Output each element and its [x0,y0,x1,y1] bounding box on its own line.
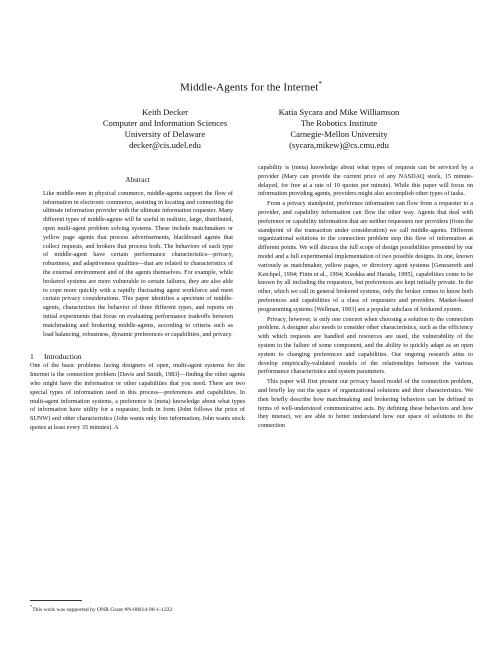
author-department: The Robotics Institute [300,118,378,128]
body-paragraph: Privacy, however, is only one concern when choosing a solution to the connection problem. A designer also needs to consider other characteristics, such as the efficiency with which requests are handled and resources are used, the vulnerability of the system to the failure of some component, and the ability to quickly adapt as an open system to changing preferences and capabilities. Our ongoing research aims to develop empirically-validated models of the relationships between the various performance characteristics and system parameters. [258,315,473,376]
body-paragraph: This paper will first present our privacy based model of the connection problem, and briefly lay out the space of organizational solutions and their characteristics. We then briefly describe how matchmaking and brokering behaviors can be defined in terms of well-understood communicative acts. By defining these behaviors and how they interact, we are able to better understand how our space of solutions to the connection [258,378,473,430]
paper-title-text: Middle-Agents for the Internet [180,81,319,94]
section-title: Introduction [44,352,82,362]
author-email: (sycara,mikew)@cs.cmu.edu [289,140,389,150]
footnote-mark: * [30,604,33,609]
footnote-text: This work was supported by ONR Grant #N-00014-96-1-1222. [32,606,174,613]
title-footnote-mark: * [318,80,322,88]
abstract-text: Like middle-men in physical commerce, middle-agents support the flow of information in electronic commerce, assisting in locating and connecting the ultimate information provider with the ultimate information requester. Many different types of middle-agents will be useful in realistic, large, distributed, open multi-agent problem solving systems. These include matchmakers or yellow page agents that process advertisements, blackboard agents that collect requests, and brokers that process both. The behaviors of each type of middle-agent have certain performance characteristics—privacy, robustness, and adaptiveness qualities—that are related to characteristics of the external environment and of the agents themselves. For example, while brokered systems are more vulnerable to certain failures, they are also able to cope more quickly with a rapidly fluctuating agent workforce and meet certain privacy considerations. This paper identifies a spectrum of middle-agents, characterizes the behavior of three different types, and reports on initial experiments that focus on evaluating performance tradeoffs between matchmaking and brokering middle-agents, according to criteria such as load balancing, robustness, dynamic preferences or capabilities, and privacy. [43,189,233,338]
abstract [43,190,233,340]
left-column [30,176,245,433]
author-block-1 [70,107,260,151]
body-paragraph: One of the basic problems facing designers of open, multi-agent systems for the Internet is the connection problem [Davis and Smith, 1983]—finding the other agents who might have the information or other capabilities that you need. There are two special types of information used in this process—preferences and capabilities. In multi-agent information systems, a preference is (meta) knowledge about what types of information have utility for a requester, both in form (John follows the price of SUNW) and other characteristics (John wants only free information; John wants stock quotes at least every 35 minutes). A [30,362,245,431]
author-organization: University of Delaware [124,129,206,139]
left-body [30,362,245,432]
body-paragraph: From a privacy standpoint, preference information can flow from a requester to a provider, and capability information can flow the other way. Agents that deal with preference or capability information that are neither requesters nor providers (from the standpoint of the transaction under consideration) we call middle-agents. Different organizational solutions to the connection problem stop this flow of information at different points. We will discuss the full scope of design possibilities presented by our model and a full experimental implementation of two possible designs. In one, known variously as matchmaker, yellow pages, or directory agent systems [Genesereth and Ketchpel, 1994; Finin et al., 1994; Kuokka and Harada, 1995], capabilities come to be known by all including the requesters, but preferences are kept initially private. In the other, which we call in general brokered systems, only the broker comes to know both preferences and capabilities of a class of requesters and providers. Market-based programming systems [Wellman, 1993] are a popular subclass of brokered system. [258,200,473,313]
section-number: 1 [30,352,34,362]
author-organization: Carnegie-Mellon University [290,129,388,139]
footnote-rule [30,600,82,601]
section-heading [30,352,245,362]
footnote [30,603,245,614]
right-column [258,164,473,431]
author-email: decker@cis.udel.edu [129,140,201,150]
author-name: Katia Sycara and Mike Williamson [278,107,400,117]
author-name: Keith Decker [141,107,189,117]
abstract-heading: Abstract [125,176,150,184]
author-department: Computer and Information Sciences [102,118,228,128]
body-paragraph: capability is (meta) knowledge about what types of requests can be serviced by a provider (Mary can provide the current price of any NASDAQ stock, 15 minute-delayed, for free at a rate of 10 quotes per minute). While this paper will focus on information providing agents, providers might also accomplish other types of tasks. [258,164,473,198]
paper-title [0,80,502,94]
author-block-2 [244,107,434,151]
